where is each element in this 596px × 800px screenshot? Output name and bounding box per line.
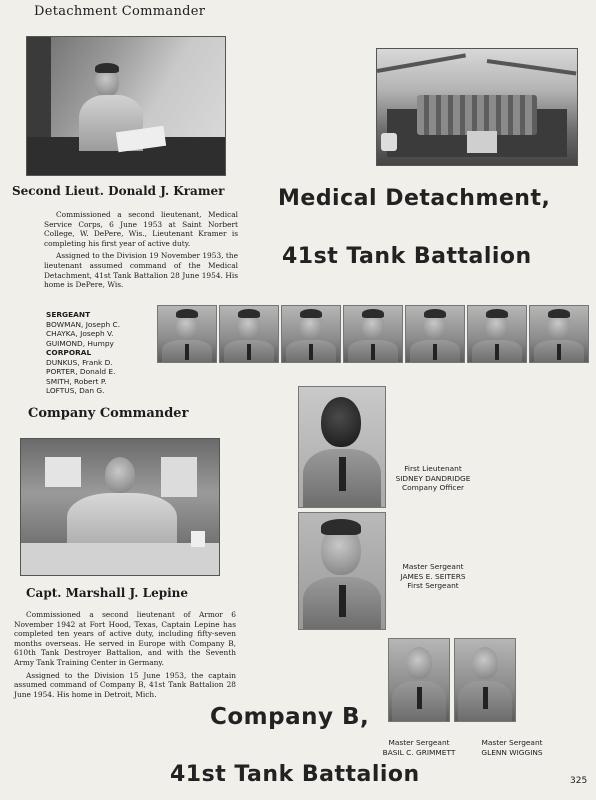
seiters-name: JAMES E. SEITERS bbox=[400, 571, 466, 581]
dandridge-rank: First Lieutenant bbox=[404, 464, 462, 473]
medical-portrait bbox=[219, 305, 279, 363]
lepine-name: Capt. Marshall J. Lepine bbox=[26, 586, 189, 600]
grimmett-name: BASIL C. GRIMMETT bbox=[382, 747, 456, 757]
lepine-photo bbox=[20, 438, 220, 576]
grimmett-caption bbox=[382, 738, 456, 757]
medical-roster bbox=[46, 310, 146, 396]
page-number: 325 bbox=[570, 776, 588, 786]
company-title-line1: Company B, bbox=[210, 704, 370, 730]
medical-portrait-row bbox=[157, 305, 585, 363]
seiters-portrait bbox=[298, 512, 386, 630]
dandridge-portrait bbox=[298, 386, 386, 508]
roster-name: BOWMAN, Joseph C. bbox=[46, 319, 121, 329]
kramer-bio bbox=[44, 210, 238, 290]
medical-portrait bbox=[467, 305, 527, 363]
kramer-name: Second Lieut. Donald J. Kramer bbox=[12, 184, 225, 198]
roster-name: GUIMOND, Humpy bbox=[46, 338, 114, 348]
dandridge-role: Company Officer bbox=[401, 483, 465, 492]
roster-name: SMITH, Robert P. bbox=[46, 376, 107, 386]
dandridge-caption bbox=[388, 464, 478, 493]
wiggins-caption bbox=[476, 738, 548, 757]
kramer-bio-para2: Assigned to the Division 19 November 1953, the lieutenant assumed command of the Medical Detachment, 41st Tank Battalion 28 June 1954. His home is DePere, Wis. bbox=[44, 251, 238, 290]
medical-group-photo bbox=[376, 48, 578, 166]
dandridge-name: SIDNEY DANDRIDGE bbox=[395, 473, 471, 483]
seiters-role: First Sergeant bbox=[407, 581, 459, 590]
company-title-line2: 41st Tank Battalion bbox=[170, 762, 420, 787]
seiters-rank: Master Sergeant bbox=[402, 562, 464, 571]
medical-portrait bbox=[405, 305, 465, 363]
wiggins-portrait bbox=[454, 638, 516, 722]
lepine-bio-para2: Assigned to the Division 15 June 1953, the captain assumed command of Company B, 41st Tank Battalion 28 June 1954. His home in Detroit, Mich. bbox=[14, 670, 236, 699]
medical-title-line1: Medical Detachment, bbox=[278, 186, 551, 211]
roster-name: LOFTUS, Dan G. bbox=[46, 386, 105, 395]
medical-title-line2: 41st Tank Battalion bbox=[282, 244, 532, 269]
roster-name: DUNKUS, Frank D. bbox=[46, 357, 113, 367]
roster-rank-heading: CORPORAL bbox=[46, 348, 92, 357]
medical-portrait bbox=[281, 305, 341, 363]
roster-name: CHAYKA, Joseph V. bbox=[46, 329, 114, 338]
kramer-bio-para1: Commissioned a second lieutenant, Medical Service Corps, 6 June 1953 at Saint Norbert College, W. DePere, Wis., Lieutenant Kramer is completing his first year of active duty. bbox=[44, 210, 238, 248]
seiters-caption bbox=[388, 562, 478, 591]
kramer-photo bbox=[26, 36, 226, 176]
grimmett-rank: Master Sergeant bbox=[388, 738, 450, 747]
lepine-bio bbox=[14, 610, 236, 699]
medical-portrait bbox=[343, 305, 403, 363]
roster-name: PORTER, Donald E. bbox=[46, 367, 116, 376]
company-section-title: Company Commander bbox=[28, 406, 189, 421]
roster-rank-heading: SERGEANT bbox=[46, 310, 91, 319]
medical-portrait bbox=[157, 305, 217, 363]
grimmett-portrait bbox=[388, 638, 450, 722]
wiggins-name: GLENN WIGGINS bbox=[481, 747, 543, 757]
wiggins-rank: Master Sergeant bbox=[481, 738, 543, 747]
lepine-bio-para1: Commissioned a second lieutenant of Armor 6 November 1942 at Fort Hood, Texas, Captain Lepine has completed ten years of active duty, including fifty-seven months overseas. He served in Europe with Company B, 610th Tank Destroyer Battalion, and with the Seventh Army Tank Training Center in Germany. bbox=[14, 610, 236, 667]
medical-portrait bbox=[529, 305, 589, 363]
detachment-section-title: Detachment Commander bbox=[34, 4, 206, 19]
